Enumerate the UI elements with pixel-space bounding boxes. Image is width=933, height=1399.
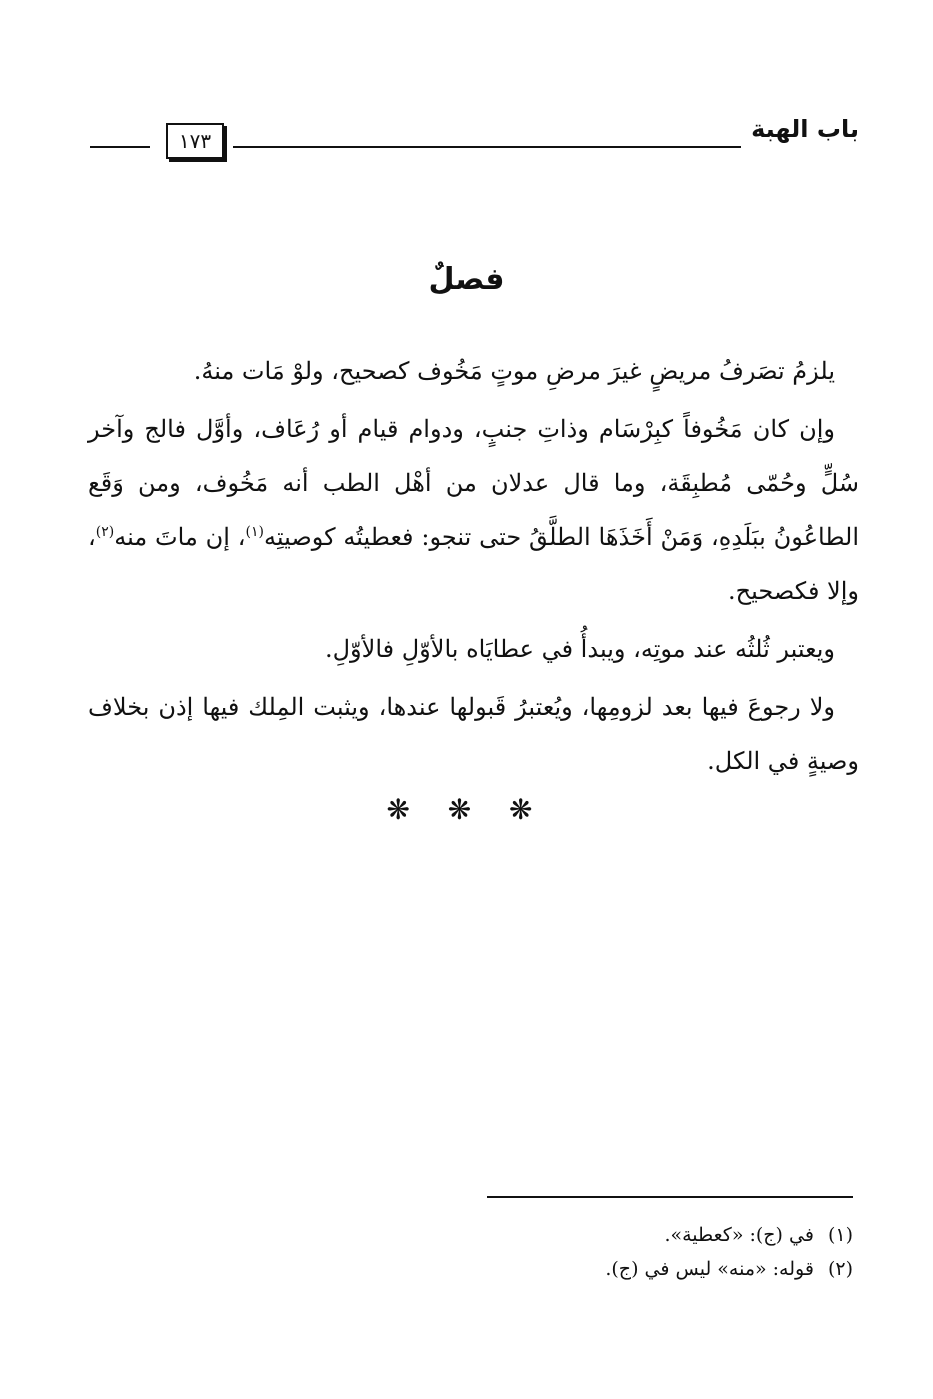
section-separator: ❋ ❋ ❋ bbox=[386, 793, 547, 826]
footnote-ref: (٢) bbox=[95, 524, 115, 540]
footnote-number: (٢) bbox=[827, 1258, 853, 1280]
paragraph: ويعتبر ثُلثُه عند موتِه، ويبدأُ في عطايَاه بالأوّلِ فالأوّلِ. bbox=[324, 635, 835, 663]
paragraph: يلزمُ تصَرفُ مريضٍ غيرَ مرضِ موتٍ مَخُوف كصحيح، ولوْ مَات منهُ. bbox=[193, 357, 835, 385]
paragraph: ولا رجوعَ فيها بعد لزومِها، ويُعتبرُ قَبولها عندها، ويثبت المِلك فيها إذن بخلاف وصيةٍ في الكل. bbox=[88, 693, 859, 775]
header-rule-short bbox=[90, 146, 150, 148]
footnote-number: (١) bbox=[827, 1224, 853, 1246]
footnote-text: في (ج): «كعطية». bbox=[664, 1224, 814, 1246]
footnotes bbox=[88, 1218, 853, 1286]
running-header bbox=[90, 112, 859, 162]
footnote bbox=[88, 1252, 853, 1286]
footnote-text: قوله: «منه» ليس في (ج). bbox=[605, 1258, 814, 1280]
main-text bbox=[88, 344, 859, 788]
footnote-rule bbox=[487, 1196, 853, 1198]
footnote bbox=[88, 1218, 853, 1252]
header-rule bbox=[233, 146, 741, 148]
paragraph-text: ، وإلا فكصحيح. bbox=[88, 523, 859, 605]
footnote-ref: (١) bbox=[245, 524, 265, 540]
section-title: فصلٌ bbox=[428, 262, 505, 297]
paragraph-text: وإن كان مَخُوفاً كبِرْسَام وذاتِ جنبٍ، ودوام قيام أو رُعَاف، وأوَّل فالج وآخر سُلٍّ وحُمّى مُطبِقَة، وما قال عدلان من أهْل الطب أنه مَخُوف، ومن وَقَع الطاعُونُ ببَلَدِهِ، وَمَنْ أَخَذَهَا الطلَّقُ حتى تنجو: فعطيتُه كوصيتِه bbox=[88, 415, 859, 551]
chapter-title: باب الهبة bbox=[751, 115, 859, 143]
paragraph-text: ، إن ماتَ منه bbox=[114, 523, 246, 551]
paragraph bbox=[88, 402, 859, 618]
page-number: ١٧٣ bbox=[166, 123, 224, 159]
